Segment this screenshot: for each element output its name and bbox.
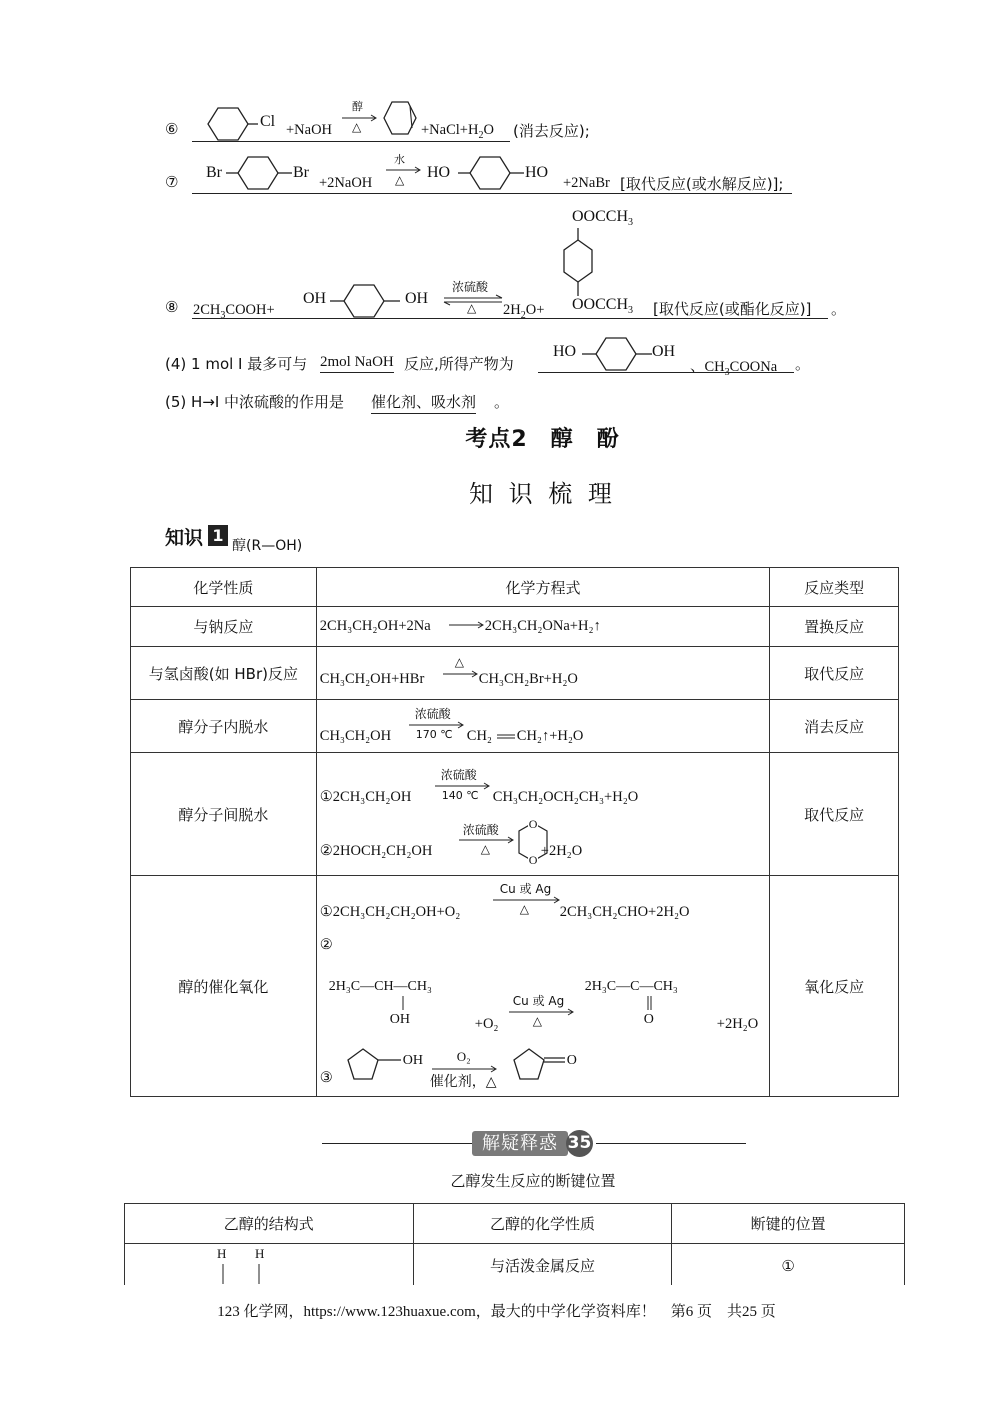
table-row: 醇分子间脱水 ①2CH₃CH₂OH 浓硫酸 140 ℃ CH₃CH₂OCH₂CH₃+H₂O ②2HOCH₂CH₂OH 浓硫酸 △ O O +2H₂O 取代反应 xyxy=(131,753,899,876)
section-title: 考点2 醇 酚 xyxy=(465,427,620,452)
ethanol-bond-table-container xyxy=(124,1203,906,1285)
banner-label: 解疑释惑 xyxy=(472,1131,568,1156)
table-header-row: 乙醇的结构式 乙醇的化学性质 断键的位置 xyxy=(125,1204,905,1244)
table-row: 醇的催化氧化 ①2CH₃CH₂CH₂OH+O₂ Cu 或 Ag △ 2CH₃CH₂CHO+2H₂O ② 2H₃C—CH—CH₃ OH +O₂ Cu 或 Ag △ 2H₃C—C—CH₃ O +2H₂O ③ OH O₂ 催化剂，△ O 氧化反应 xyxy=(131,876,899,1097)
table-row: 与氢卤酸(如 HBr)反应 CH₃CH₂OH+HBr △ CH₃CH₂Br+H₂O 取代反应 xyxy=(131,647,899,700)
knowledge-number-badge: 1 xyxy=(208,525,228,546)
table-row: 醇分子内脱水 CH₃CH₂OH 浓硫酸 170 ℃ CH₂ CH₂↑+H₂O 消去反应 xyxy=(131,700,899,753)
table-row: H H 与活泼金属反应 ① xyxy=(125,1244,905,1286)
ethanol-bond-table xyxy=(124,1203,905,1285)
benzene-ring xyxy=(582,336,658,372)
section-subtitle: 知 识 梳 理 xyxy=(469,480,616,508)
page-footer: 123 化学网，https://www.123huaxue.com，最大的中学化学资料库！ 第6 页 共25 页 xyxy=(217,1304,776,1320)
banner-number: 35 xyxy=(566,1130,593,1157)
answer-underline xyxy=(192,193,792,194)
cyclohexane-ring xyxy=(200,106,260,142)
answer-underline xyxy=(192,318,828,319)
benzene-ring xyxy=(226,155,296,191)
benzene-ring xyxy=(330,283,406,319)
alcohol-properties-table xyxy=(130,567,899,1097)
bond-lines xyxy=(221,1264,261,1284)
double-bond-vertical xyxy=(646,996,654,1012)
reaction-arrow xyxy=(443,671,479,677)
item-number: ⑥ xyxy=(165,120,179,138)
reaction-arrow xyxy=(449,622,485,628)
answer-underline xyxy=(538,372,794,373)
table-header-row: 化学性质 化学方程式 反应类型 xyxy=(131,568,899,607)
cyclohexene-ring xyxy=(380,98,420,138)
benzene-ring xyxy=(458,155,528,191)
table-row: 与钠反应 2CH₃CH₂OH+2Na 2CH₃CH₂ONa+H₂↑ 置换反应 xyxy=(131,607,899,647)
bond-line xyxy=(401,996,405,1012)
answer-underline xyxy=(192,141,510,142)
benzene-ring-vertical xyxy=(560,228,596,298)
double-bond xyxy=(497,734,517,740)
table2-title: 乙醇发生反应的断键位置 xyxy=(450,1172,616,1190)
